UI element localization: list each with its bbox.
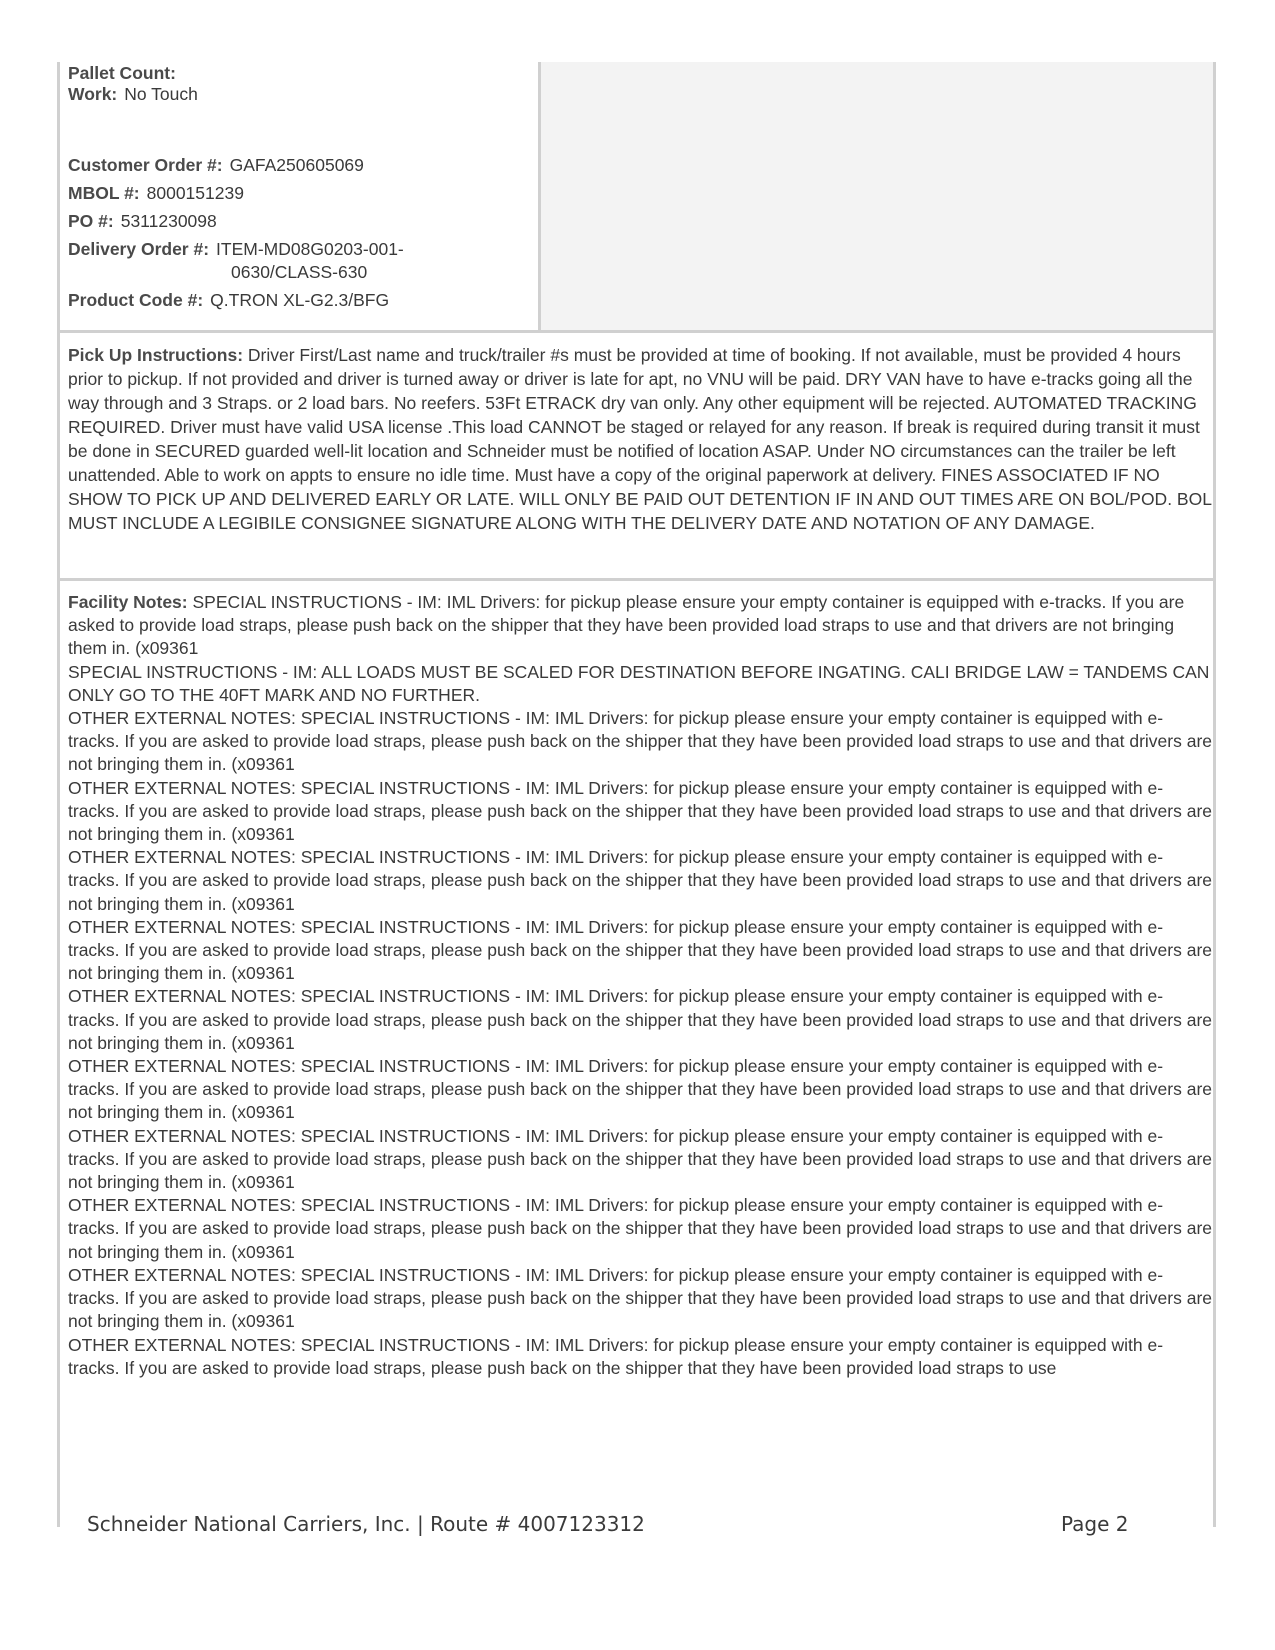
work-value: No Touch [124, 84, 198, 104]
po-value: 5311230098 [120, 211, 217, 231]
facility-notes-paragraph [68, 591, 1213, 1380]
other-note: OTHER EXTERNAL NOTES: SPECIAL INSTRUCTIONS - IM: IML Drivers: for pickup please ensure your empty container is equipped with e-tracks. If you are asked to provide load straps, please push back on the shipper that they have been provided load straps to use and that drivers are not bringing them in. (x09361 [68, 777, 1213, 845]
work-label: Work: [68, 84, 118, 104]
other-note: OTHER EXTERNAL NOTES: SPECIAL INSTRUCTIONS - IM: IML Drivers: for pickup please ensure your empty container is equipped with e-tracks. If you are asked to provide load straps, please push back on the shipper that they have been provided load straps to use and that drivers are not bringing them in. (x09361 [68, 847, 1213, 914]
delivery-order-label: Delivery Order #: [68, 239, 210, 259]
pickup-instructions-section [60, 333, 1213, 581]
other-note: OTHER EXTERNAL NOTES: SPECIAL INSTRUCTIONS - IM: IML Drivers: for pickup please ensure your empty container is equipped with e-tracks. If you are asked to provide load straps, please push back on the shipper that they have been provided load straps to use and that drivers are not bringing them in. (x09361 [68, 1195, 1213, 1262]
facility-notes-label: Facility Notes: [68, 592, 188, 612]
order-details-column [60, 62, 541, 330]
facility-notes-section [60, 581, 1213, 1527]
pickup-instructions-paragraph [68, 343, 1213, 535]
product-code-value: Q.TRON XL-G2.3/BFG [210, 290, 390, 310]
pickup-instructions-text: Driver First/Last name and truck/trailer #s must be provided at time of booking. If not available, must be provided 4 hours prior to pickup. If not provided and driver is turned away or driver is late for apt, no VNU will be paid. DRY VAN have to have e-tracks going all the way through and 3 Straps. or 2 load bars. No reefers. 53Ft ETRACK dry van only. Any other equipment will be rejected. AUTOMATED TRACKING REQUIRED. Driver must have valid USA license .This load CANNOT be staged or relayed for any reason. If break is required during transit it must be done in SECURED guarded well-lit location and Schneider must be notified of location ASAP. Under NO circumstances can the trailer be left unattended. Able to work on appts to ensure no idle time. Must have a copy of the original paperwork at delivery. FINES ASSOCIATED IF NO SHOW TO PICK UP AND DELIVERED EARLY OR LATE. WILL ONLY BE PAID OUT DETENTION IF IN AND OUT TIMES ARE ON BOL/POD. BOL MUST INCLUDE A LEGIBILE CONSIGNEE SIGNATURE ALONG WITH THE DELIVERY DATE AND NOTATION OF ANY DAMAGE. [68, 345, 1212, 533]
pickup-instructions-label: Pick Up Instructions: [68, 345, 244, 365]
other-note: OTHER EXTERNAL NOTES: SPECIAL INSTRUCTIONS - IM: IML Drivers: for pickup please ensure your empty container is equipped with e-tracks. If you are asked to provide load straps, please push back on the shipper that they have been provided load straps to use [68, 1334, 1164, 1378]
delivery-order-value-line1: ITEM-MD08G0203-001- [216, 239, 404, 259]
mbol-row [68, 182, 244, 205]
pallet-count-label: Pallet Count: [68, 63, 176, 83]
customer-order-value: GAFA250605069 [229, 155, 364, 175]
other-note: OTHER EXTERNAL NOTES: SPECIAL INSTRUCTIONS - IM: IML Drivers: for pickup please ensure your empty container is equipped with e-tracks. If you are asked to provide load straps, please push back on the shipper that they have been provided load straps to use and that drivers are not bringing them in. (x09361 [68, 916, 1213, 984]
product-code-row [68, 289, 389, 312]
mbol-label: MBOL #: [68, 183, 140, 203]
pallet-count-row [68, 62, 176, 85]
product-code-label: Product Code #: [68, 290, 204, 310]
mbol-value: 8000151239 [146, 183, 244, 203]
delivery-order-value-line2: 0630/CLASS-630 [231, 262, 368, 282]
customer-order-label: Customer Order #: [68, 155, 223, 175]
footer-page-number: Page 2 [1061, 1512, 1129, 1536]
other-note: OTHER EXTERNAL NOTES: SPECIAL INSTRUCTIONS - IM: IML Drivers: for pickup please ensure your empty container is equipped with e-tracks. If you are asked to provide load straps, please push back on the shipper that they have been provided load straps to use and that drivers are not bringing them in. (x09361 [68, 1264, 1213, 1332]
facility-note-first [68, 591, 1213, 661]
other-note: OTHER EXTERNAL NOTES: SPECIAL INSTRUCTIONS - IM: IML Drivers: for pickup please ensure your empty container is equipped with e-tracks. If you are asked to provide load straps, please push back on the shipper that they have been provided load straps to use and that drivers are not bringing them in. (x09361 [68, 1125, 1213, 1193]
facility-note-first-text: SPECIAL INSTRUCTIONS - IM: IML Drivers: for pickup please ensure your empty container is equipped with e-tracks. If you are asked to provide load straps, please push back on the shipper that they have been provided load straps to use and that drivers are not bringing them in. (x09361 [68, 592, 1185, 659]
document-frame [57, 62, 1216, 1527]
other-note: OTHER EXTERNAL NOTES: SPECIAL INSTRUCTIONS - IM: IML Drivers: for pickup please ensure your empty container is equipped with e-tracks. If you are asked to provide load straps, please push back on the shipper that they have been provided load straps to use and that drivers are not bringing them in. (x09361 [68, 986, 1213, 1053]
work-row [68, 83, 198, 106]
facility-note-second: SPECIAL INSTRUCTIONS - IM: ALL LOADS MUST BE SCALED FOR DESTINATION BEFORE INGATING. CALI BRIDGE LAW = TANDEMS CAN ONLY GO TO THE 40FT MARK AND NO FURTHER. [68, 661, 1210, 705]
po-row [68, 210, 217, 233]
customer-order-row [68, 154, 364, 177]
other-note: OTHER EXTERNAL NOTES: SPECIAL INSTRUCTIONS - IM: IML Drivers: for pickup please ensure your empty container is equipped with e-tracks. If you are asked to provide load straps, please push back on the shipper that they have been provided load straps to use and that drivers are not bringing them in. (x09361 [68, 1056, 1213, 1123]
po-label: PO #: [68, 211, 114, 231]
other-note: OTHER EXTERNAL NOTES: SPECIAL INSTRUCTIONS - IM: IML Drivers: for pickup please ensure your empty container is equipped with e-tracks. If you are asked to provide load straps, please push back on the shipper that they have been provided load straps to use and that drivers are not bringing them in. (x09361 [68, 708, 1213, 775]
delivery-order-row [68, 238, 404, 261]
footer-company-route: Schneider National Carriers, Inc. | Route # 4007123312 [87, 1512, 645, 1536]
order-details-section [60, 62, 1213, 333]
blank-panel [541, 62, 1213, 330]
